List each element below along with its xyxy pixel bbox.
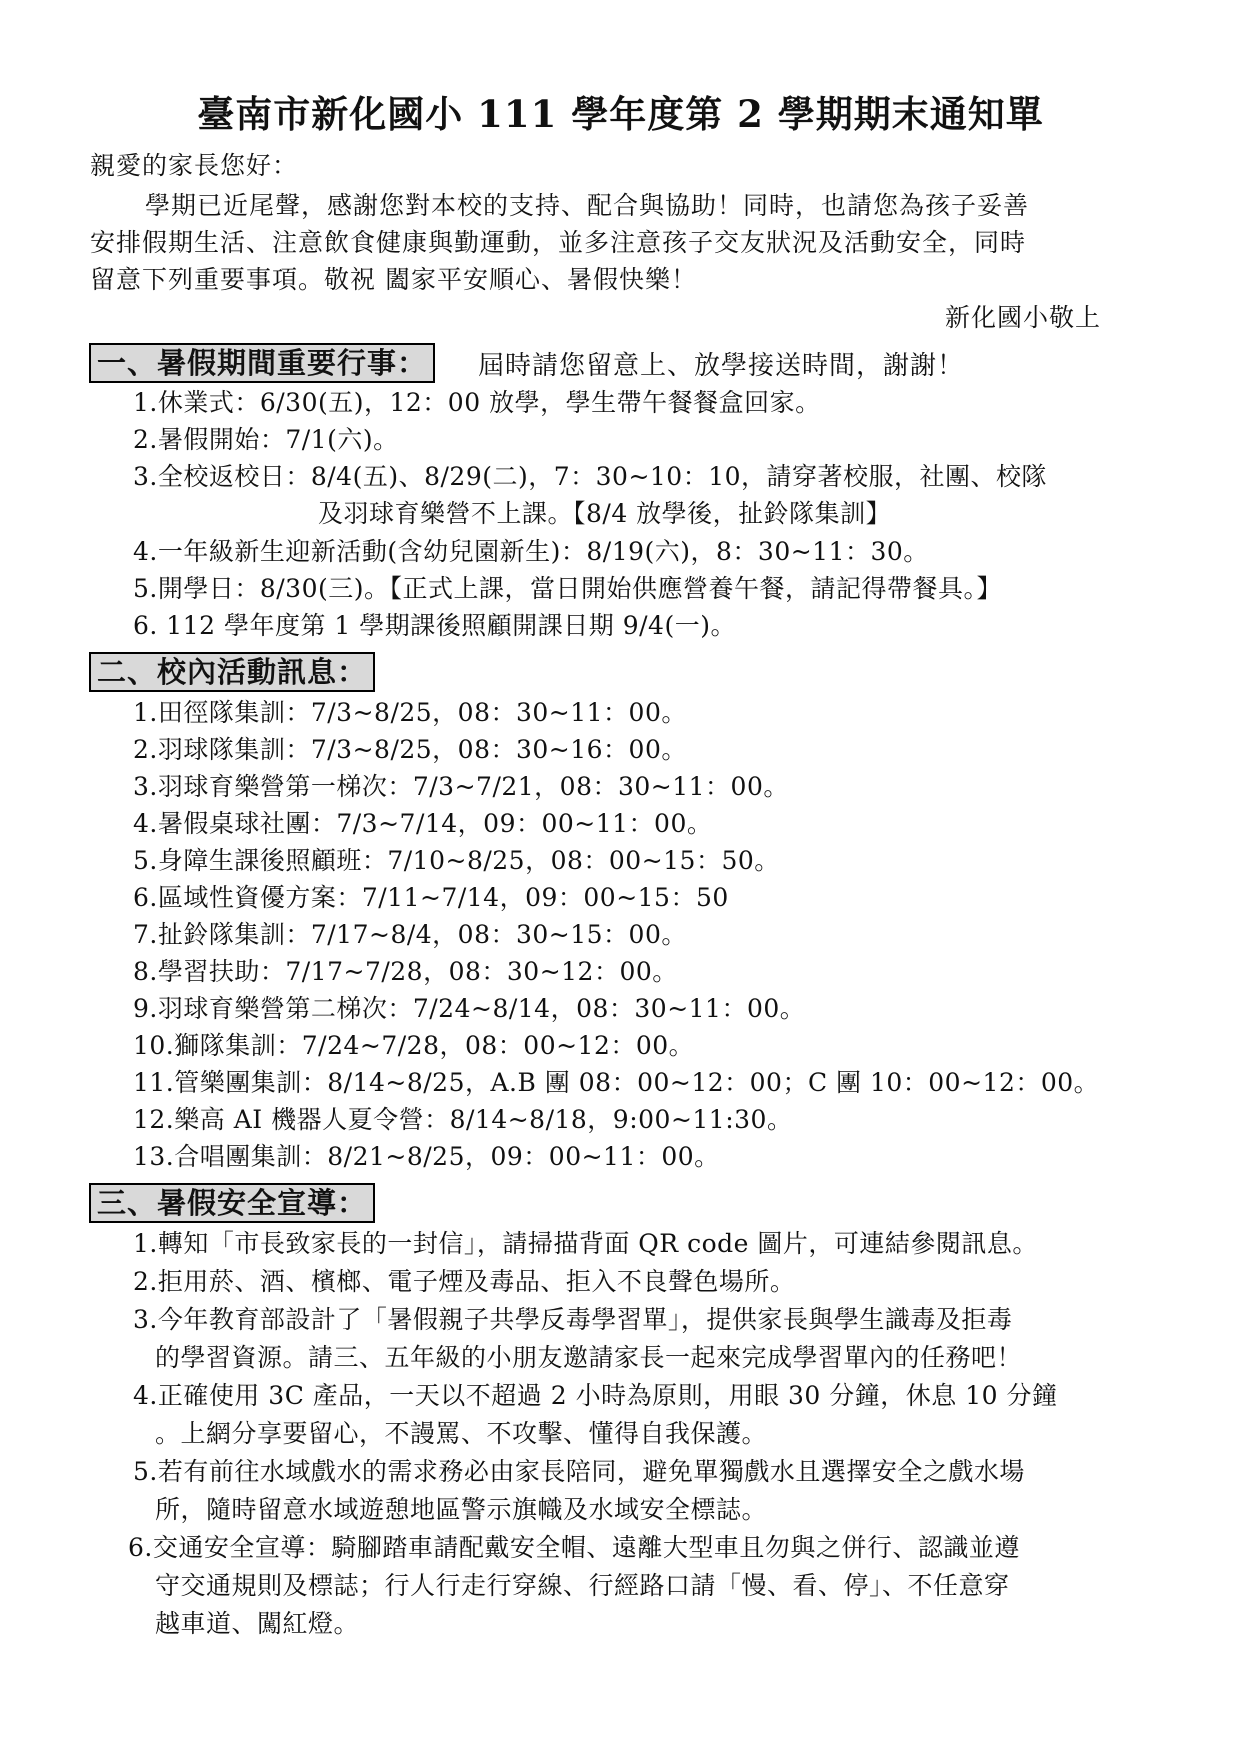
list-item-continued: 守交通規則及標誌；行人行走行穿線、行經路口請「慢、看、停」、不任意穿 [155, 1571, 1010, 1600]
list-item: 3.今年教育部設計了「暑假親子共學反毒學習單」，提供家長與學生識毒及拒毒 [133, 1305, 1013, 1334]
intro-line: 安排假期生活、注意飲食健康與勤運動，並多注意孩子交友狀況及活動安全，同時 [90, 228, 1027, 257]
section-heading-summer-events: 一、暑假期間重要行事： [89, 343, 435, 383]
list-item: 7.扯鈴隊集訓：7/17~8/4，08：30~15：00。 [133, 920, 687, 949]
list-item: 2.暑假開始：7/1(六)。 [133, 425, 399, 454]
list-item: 5.若有前往水域戲水的需求務必由家長陪同，避免單獨戲水且選擇安全之戲水場 [133, 1457, 1025, 1486]
list-item: 4.一年級新生迎新活動(含幼兒園新生)：8/19(六)，8：30~11：30。 [133, 537, 929, 566]
list-item: 3.羽球育樂營第一梯次：7/3~7/21，08：30~11：00。 [133, 772, 789, 801]
list-item: 5.開學日：8/30(三)。【正式上課，當日開始供應營養午餐，請記得帶餐具。】 [133, 574, 1003, 603]
greeting: 親愛的家長您好： [90, 151, 299, 180]
list-item: 3.全校返校日：8/4(五)、8/29(二)，7：30~10：10，請穿著校服，社團、校隊 [133, 462, 1048, 491]
list-item: 4.正確使用 3C 產品，一天以不超過 2 小時為原則，用眼 30 分鐘，休息 10 分鐘 [133, 1381, 1058, 1410]
list-item: 11.管樂團集訓：8/14~8/25，A.B 團 08：00~12：00；C 團 10：00~12：00。 [133, 1068, 1100, 1097]
list-item: 6.區域性資優方案：7/11~7/14，09：00~15：50 [133, 883, 729, 912]
section-heading-summer-safety: 三、暑假安全宣導： [89, 1183, 375, 1223]
list-item: 1.田徑隊集訓：7/3~8/25，08：30~11：00。 [133, 698, 687, 727]
list-item-continued: 的學習資源。請三、五年級的小朋友邀請家長一起來完成學習單內的任務吧！ [155, 1343, 1023, 1372]
list-item: 1.轉知「市長致家長的一封信」，請掃描背面 QR code 圖片，可連結參閱訊息。 [133, 1229, 1038, 1258]
list-item: 2.拒用菸、酒、檳榔、電子煙及毒品、拒入不良聲色場所。 [133, 1267, 796, 1296]
list-item-continued: 所，隨時留意水域遊憩地區警示旗幟及水域安全標誌。 [155, 1495, 768, 1524]
list-item: 8.學習扶助：7/17~7/28，08：30~12：00。 [133, 957, 678, 986]
list-item: 4.暑假桌球社團：7/3~7/14，09：00~11：00。 [133, 809, 713, 838]
list-item-continued: 。上網分享要留心，不謾罵、不攻擊、懂得自我保護。 [155, 1419, 768, 1448]
list-item: 6. 112 學年度第 1 學期課後照顧開課日期 9/4(一)。 [133, 611, 736, 640]
list-item: 6.交通安全宣導：騎腳踏車請配戴安全帽、遠離大型車且勿與之併行、認識並遵 [128, 1533, 1020, 1562]
page-title: 臺南市新化國小 111 學年度第 2 學期期末通知單 [197, 92, 1044, 136]
list-item: 9.羽球育樂營第二梯次：7/24~8/14，08：30~11：00。 [133, 994, 806, 1023]
list-item: 2.羽球隊集訓：7/3~8/25，08：30~16：00。 [133, 735, 687, 764]
list-item: 12.樂高 AI 機器人夏令營：8/14~8/18，9:00~11:30。 [133, 1105, 793, 1134]
intro-line: 留意下列重要事項。敬祝 闔家平安順心、暑假快樂！ [90, 265, 697, 294]
intro-line: 學期已近尾聲，感謝您對本校的支持、配合與協助！同時，也請您為孩子妥善 [145, 191, 1030, 220]
list-item: 10.獅隊集訓：7/24~7/28，08：00~12：00。 [133, 1031, 695, 1060]
section-heading-campus-activities: 二、校內活動訊息： [89, 652, 375, 692]
signature: 新化國小敬上 [945, 303, 1102, 332]
list-item: 13.合唱團集訓：8/21~8/25，09：00~11：00。 [133, 1142, 720, 1171]
list-item: 1.休業式：6/30(五)，12：00 放學，學生帶午餐餐盒回家。 [133, 388, 821, 417]
list-item: 5.身障生課後照顧班：7/10~8/25，08：00~15：50。 [133, 846, 780, 875]
list-item-continued: 越車道、闖紅燈。 [155, 1609, 360, 1638]
section-note: 屆時請您留意上、放學接送時間，謝謝！ [478, 351, 965, 381]
list-item-continued: 及羽球育樂營不上課。【8/4 放學後，扯鈴隊集訓】 [318, 499, 892, 528]
